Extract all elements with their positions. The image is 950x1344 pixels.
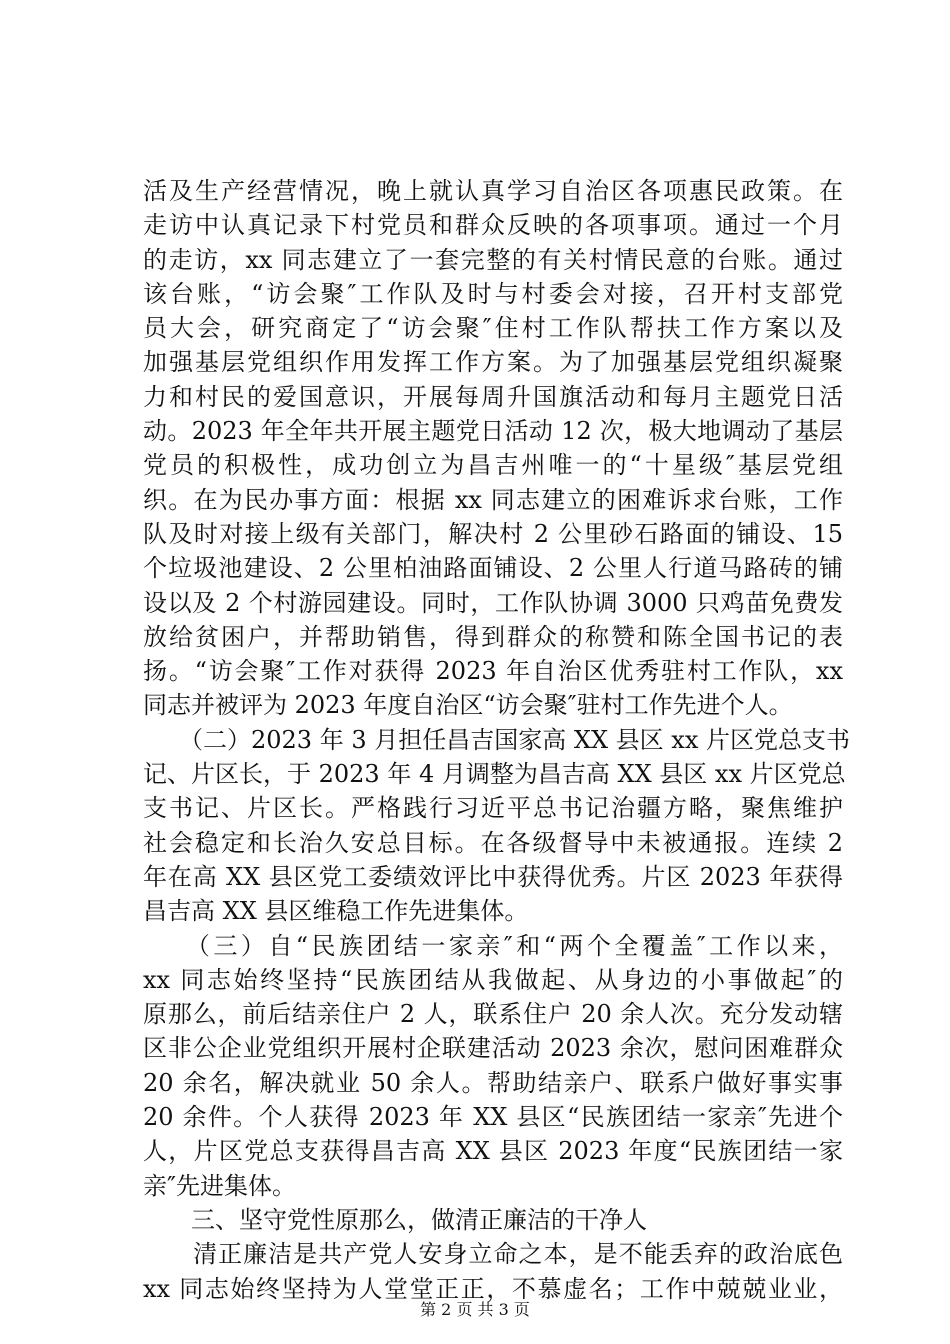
paragraph-line: 的走访，xx 同志建立了一套完整的有关村情民意的台账。通过 bbox=[143, 245, 843, 274]
paragraph-line: 队及时对接上级有关部门，解决村 2 公里砂石路面的铺设、15 bbox=[143, 519, 843, 548]
paragraph-line: 力和村民的爱国意识，开展每周升国旗活动和每月主题党日活 bbox=[143, 382, 843, 411]
page-number-footer: 第 2 页 共 3 页 bbox=[420, 1300, 530, 1319]
paragraph-line: xx 同志始终坚持“民族团结从我做起、从身边的小事做起″的 bbox=[143, 965, 843, 994]
paragraph-line: 昌吉高 XX 县区维稳工作先进集体。 bbox=[143, 897, 529, 926]
paragraph-line: 织。在为民办事方面：根据 xx 同志建立的困难诉求台账，工作 bbox=[143, 485, 843, 514]
paragraph-line: 社会稳定和长治久安总目标。在各级督导中未被通报。连续 2 bbox=[143, 828, 843, 857]
paragraph-line: 20 余件。个人获得 2023 年 XX 县区“民族团结一家亲″先进个 bbox=[143, 1103, 843, 1132]
paragraph-line: （二）2023 年 3 月担任昌吉国家高 XX 县区 xx 片区党总支书 bbox=[143, 725, 850, 754]
paragraph-line: 走访中认真记录下村党员和群众反映的各项事项。通过一个月 bbox=[143, 211, 843, 240]
paragraph-line: （三）自“民族团结一家亲″和“两个全覆盖″工作以来， bbox=[143, 931, 843, 960]
section-heading: 三、坚守党性原那么，做清正廉洁的干净人 bbox=[143, 1205, 647, 1234]
paragraph-line: 放给贫困户，并帮助销售，得到群众的称赞和陈全国书记的表 bbox=[143, 622, 843, 651]
paragraph-line: 扬。“访会聚″工作对获得 2023 年自治区优秀驻村工作队，xx bbox=[143, 657, 843, 686]
paragraph-line: 原那么，前后结亲住户 2 人，联系住户 20 余人次。充分发动辖 bbox=[143, 1000, 843, 1029]
paragraph-line: 人，片区党总支获得昌吉高 XX 县区 2023 年度“民族团结一家 bbox=[143, 1137, 843, 1166]
paragraph-line: xx 同志始终坚持为人堂堂正正，不慕虚名；工作中兢兢业业， bbox=[143, 1274, 843, 1303]
document-body bbox=[143, 174, 850, 1306]
paragraph-line: 加强基层党组织作用发挥工作方案。为了加强基层党组织凝聚 bbox=[143, 348, 843, 377]
paragraph-line: 区非公企业党组织开展村企联建活动 2023 余次，慰问困难群众 bbox=[143, 1034, 843, 1063]
paragraph-line: 同志并被评为 2023 年度自治区“访会聚″驻村工作先进个人。 bbox=[143, 691, 793, 720]
paragraph-line: 支书记、片区长。严格践行习近平总书记治疆方略，聚焦维护 bbox=[143, 794, 843, 823]
paragraph-line: 亲″先进集体。 bbox=[143, 1171, 296, 1200]
paragraph-line: 党员的积极性，成功创立为昌吉州唯一的“十星级″基层党组 bbox=[143, 451, 843, 480]
paragraph-line: 20 余名，解决就业 50 余人。帮助结亲户、联系户做好事实事 bbox=[143, 1068, 843, 1097]
paragraph-line: 个垃圾池建设、2 公里柏油路面铺设、2 公里人行道马路砖的铺 bbox=[143, 554, 843, 583]
paragraph-line: 动。2023 年全年共开展主题党日活动 12 次，极大地调动了基层 bbox=[143, 417, 843, 446]
paragraph-line: 活及生产经营情况，晚上就认真学习自治区各项惠民政策。在 bbox=[143, 177, 843, 205]
paragraph-line: 记、片区长，于 2023 年 4 月调整为昌吉高 XX 县区 xx 片区党总 bbox=[143, 760, 846, 789]
paragraph-line: 该台账，“访会聚″工作队及时与村委会对接，召开村支部党 bbox=[143, 279, 843, 308]
paragraph-line: 设以及 2 个村游园建设。同时，工作队协调 3000 只鸡苗免费发 bbox=[143, 588, 843, 617]
paragraph-line: 年在高 XX 县区党工委绩效评比中获得优秀。片区 2023 年获得 bbox=[143, 862, 843, 891]
paragraph-line: 清正廉洁是共产党人安身立命之本，是不能丢弃的政治底色 bbox=[143, 1240, 843, 1269]
paragraph-line: 员大会，研究商定了“访会聚″住村工作队帮扶工作方案以及 bbox=[143, 314, 843, 343]
